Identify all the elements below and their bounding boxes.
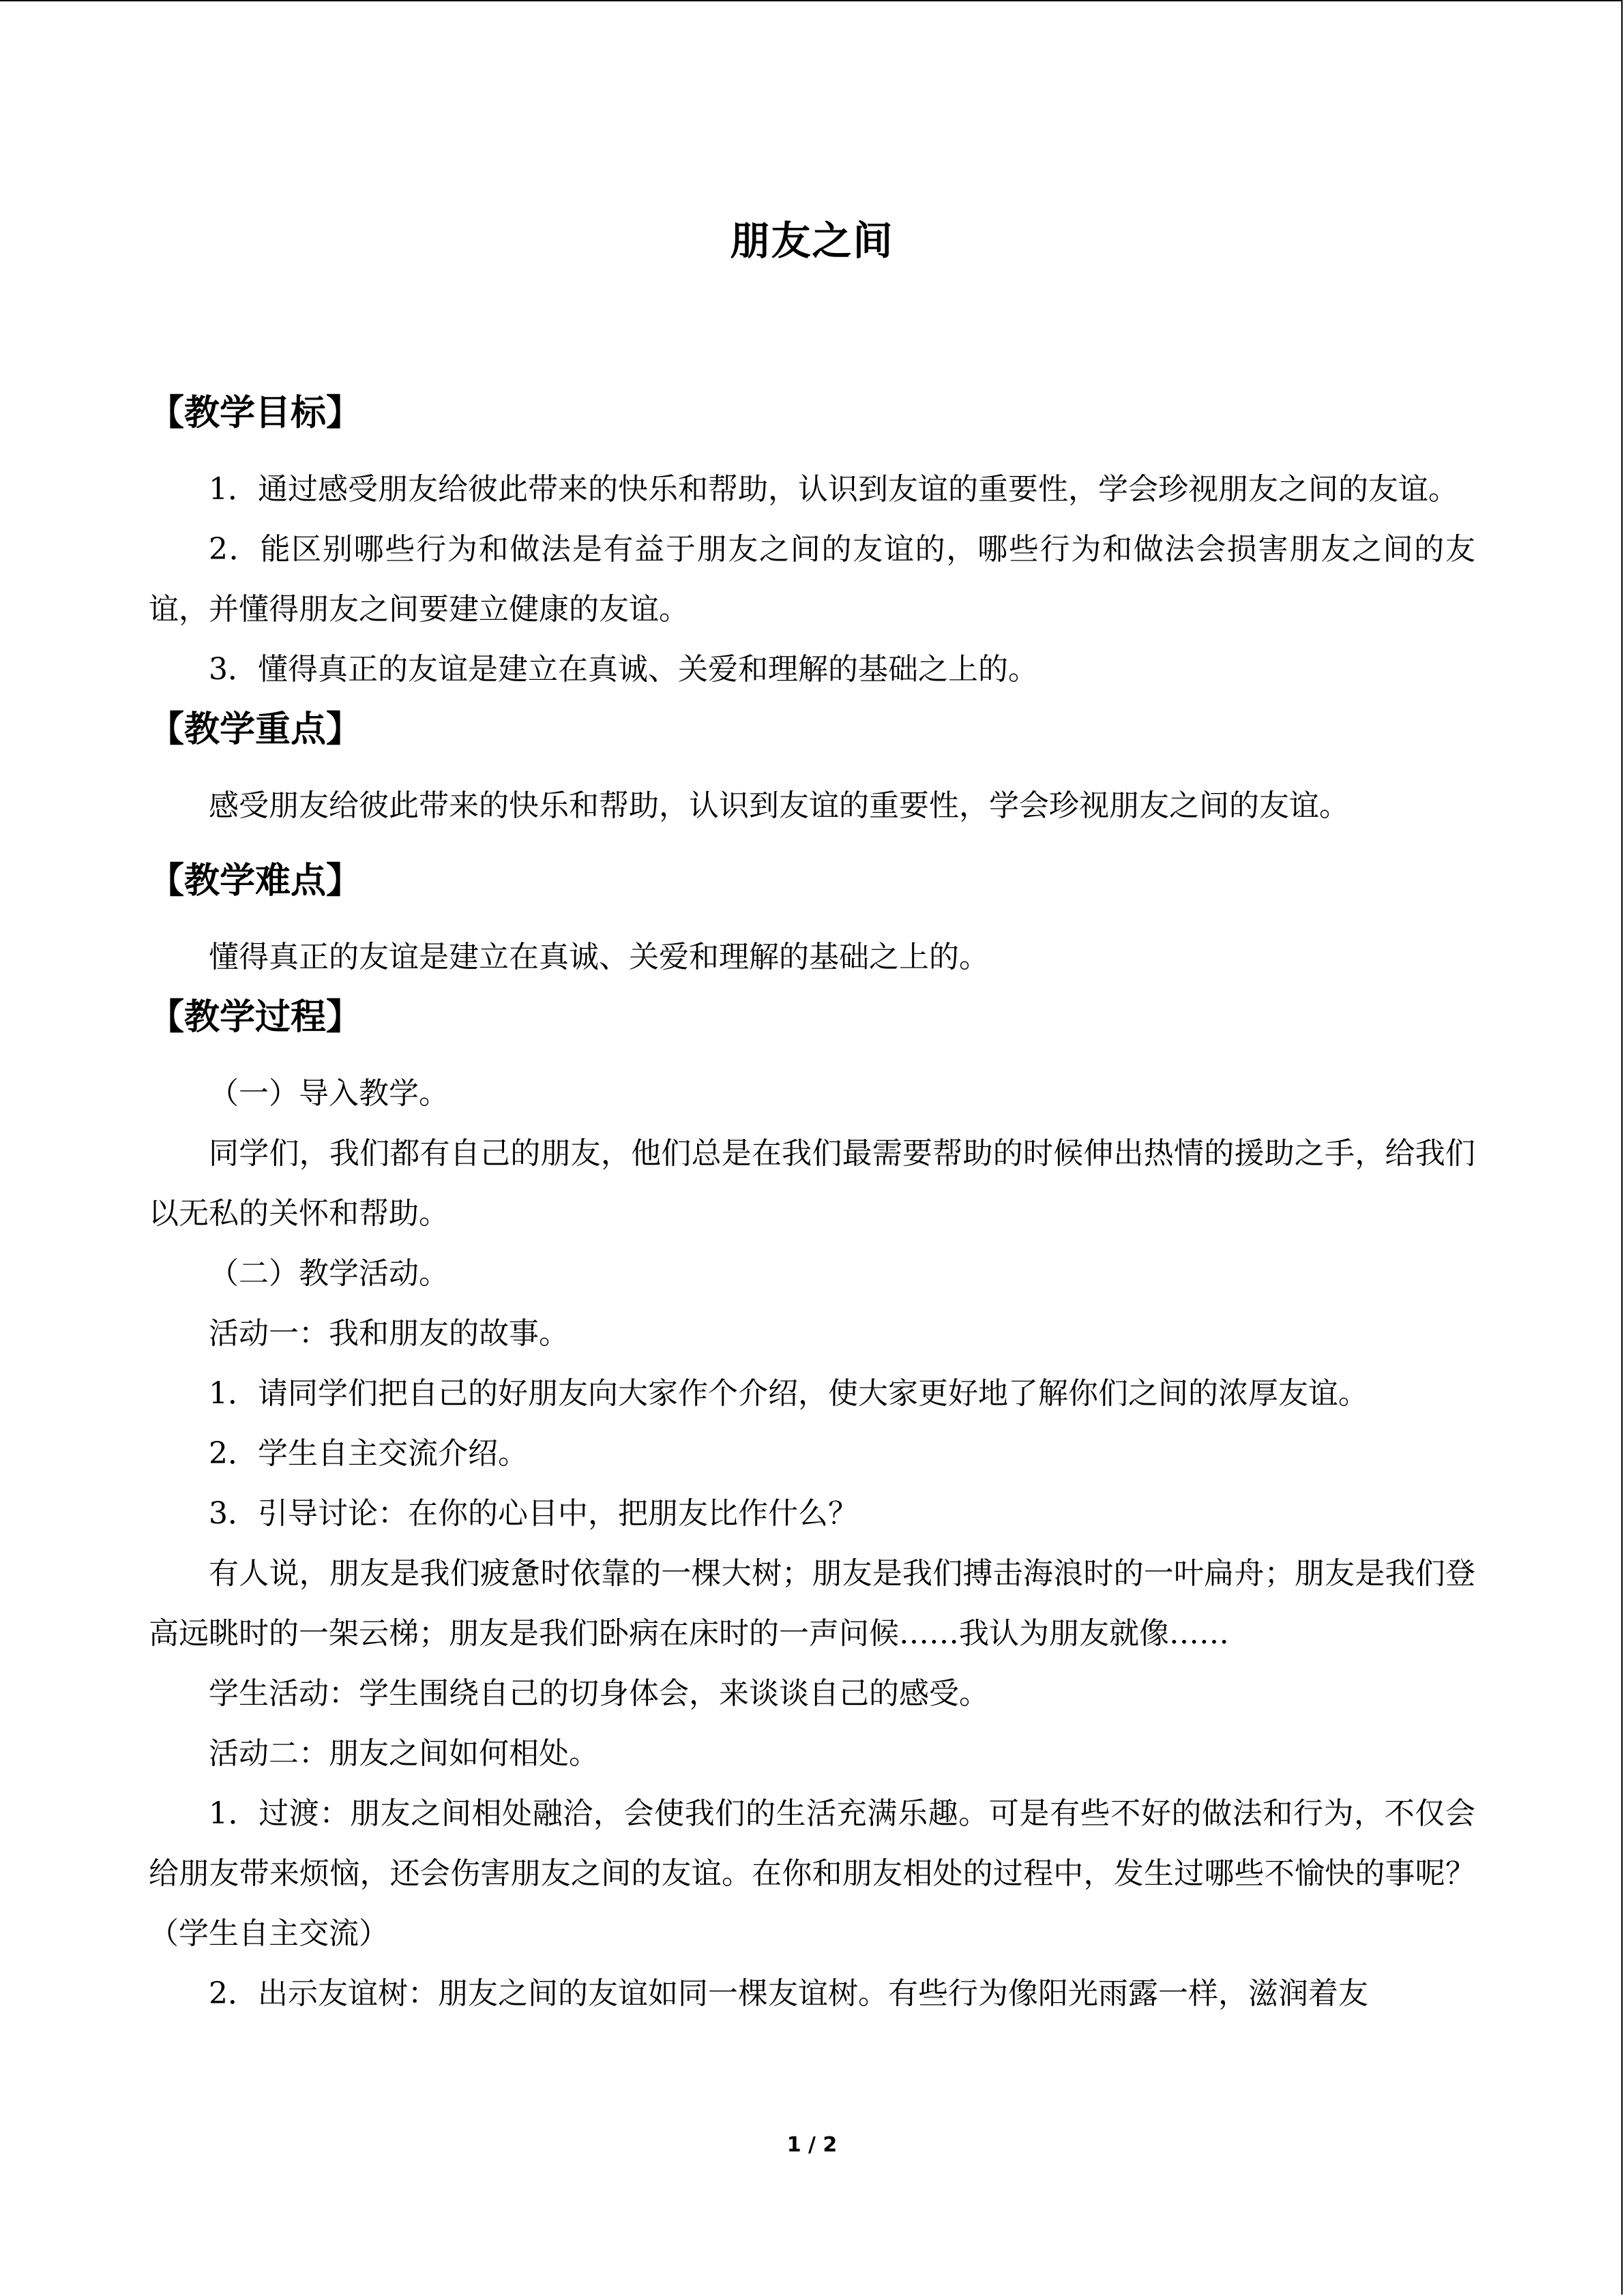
process-paragraph: 同学们，我们都有自己的朋友，他们总是在我们最需要帮助的时候伸出热情的援助之手，给我们以无私的关怀和帮助。: [149, 1136, 1475, 1231]
process-paragraph: 2．学生自主交流介绍。: [209, 1436, 528, 1471]
document-body: [149, 383, 1475, 2024]
objective-item-2: 2．能区别哪些行为和做法是有益于朋友之间的友谊的，哪些行为和做法会损害朋友之间的友谊，并懂得朋友之间要建立健康的友谊。: [149, 532, 1475, 627]
process-paragraph: （一）导入教学。: [209, 1076, 449, 1111]
page-number: 1 / 2: [786, 2133, 838, 2157]
process-paragraph: 2．出示友谊树：朋友之间的友谊如同一棵友谊树。有些行为像阳光雨露一样，滋润着友: [209, 1976, 1368, 2011]
section-heading-difficulties: 【教学难点】: [149, 861, 362, 901]
process-paragraph: 活动一：我和朋友的故事。: [209, 1316, 569, 1351]
process-paragraph: 学生活动：学生围绕自己的切身体会，来谈谈自己的感受。: [209, 1676, 989, 1711]
objective-item-1: 1．通过感受朋友给彼此带来的快乐和帮助，认识到友谊的重要性，学会珍视朋友之间的友谊。: [209, 472, 1458, 507]
process-paragraph: 1．请同学们把自己的好朋友向大家作个介绍，使大家更好地了解你们之间的浓厚友谊。: [209, 1376, 1368, 1411]
process-paragraph: （二）教学活动。: [209, 1256, 449, 1291]
difficulties-text: 懂得真正的友谊是建立在真诚、关爱和理解的基础之上的。: [209, 940, 989, 974]
process-paragraph: 有人说，朋友是我们疲惫时依靠的一棵大树；朋友是我们搏击海浪时的一叶扁舟；朋友是我们登高远眺时的一架云梯；朋友是我们卧病在床时的一声问候……我认为朋友就像……: [149, 1556, 1475, 1651]
section-heading-key-points: 【教学重点】: [149, 709, 362, 750]
objective-item-3: 3．懂得真正的友谊是建立在真诚、关爱和理解的基础之上的。: [209, 652, 1038, 687]
key-points-text: 感受朋友给彼此带来的快乐和帮助，认识到友谊的重要性，学会珍视朋友之间的友谊。: [209, 788, 1349, 823]
document-title: 朋友之间: [730, 218, 894, 264]
section-heading-process: 【教学过程】: [149, 997, 362, 1038]
process-paragraph: 活动二：朋友之间如何相处。: [209, 1736, 599, 1771]
process-paragraph: 3．引导讨论：在你的心目中，把朋友比作什么？: [209, 1496, 858, 1531]
section-heading-objectives: 【教学目标】: [149, 393, 362, 434]
process-paragraph: 1．过渡：朋友之间相处融洽，会使我们的生活充满乐趣。可是有些不好的做法和行为，不仅会给朋友带来烦恼，还会伤害朋友之间的友谊。在你和朋友相处的过程中，发生过哪些不愉快的事呢？（学生自主交流）: [149, 1796, 1475, 1951]
